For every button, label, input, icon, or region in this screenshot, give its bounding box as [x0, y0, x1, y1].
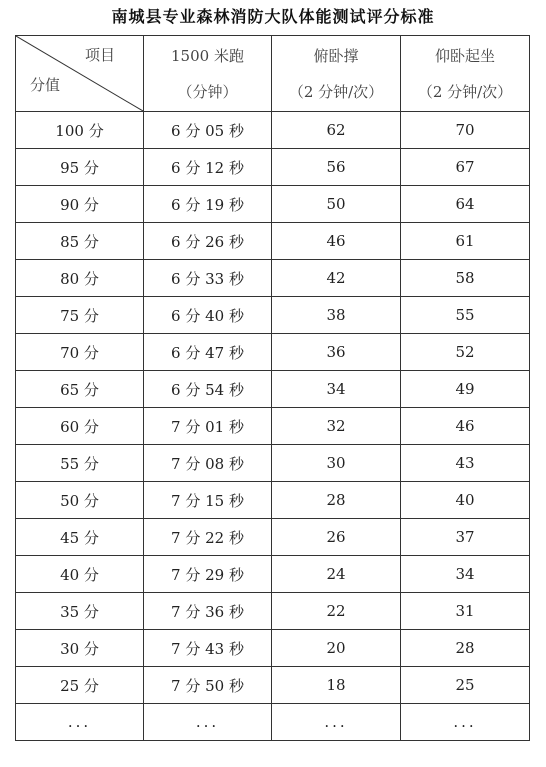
table-row [16, 704, 530, 741]
situp-cell: 46 [401, 408, 530, 445]
table-row [16, 445, 530, 482]
header-run-name: 1500 米跑 [171, 46, 244, 65]
table-row [16, 556, 530, 593]
table-row [16, 112, 530, 149]
run-time-cell: 7 分 01 秒 [144, 408, 272, 445]
header-score-label: 分值 [30, 76, 61, 94]
situp-cell: 49 [401, 371, 530, 408]
diagonal-header-cell [16, 36, 144, 112]
header-run-unit: （分钟） [177, 82, 238, 101]
situp-cell: 70 [401, 112, 530, 149]
situp-cell: 64 [401, 186, 530, 223]
table-row [16, 223, 530, 260]
run-time-cell: 7 分 29 秒 [144, 556, 272, 593]
pushup-cell: 56 [272, 149, 401, 186]
run-time-cell: ... [144, 704, 272, 741]
pushup-cell: 50 [272, 186, 401, 223]
table-row [16, 260, 530, 297]
score-cell: 30 分 [16, 630, 144, 667]
score-cell: 70 分 [16, 334, 144, 371]
run-time-cell: 6 分 26 秒 [144, 223, 272, 260]
score-cell: 85 分 [16, 223, 144, 260]
score-cell: 80 分 [16, 260, 144, 297]
pushup-cell: 62 [272, 112, 401, 149]
pushup-cell: 20 [272, 630, 401, 667]
situp-cell: ... [401, 704, 530, 741]
pushup-cell: 30 [272, 445, 401, 482]
situp-cell: 25 [401, 667, 530, 704]
situp-cell: 34 [401, 556, 530, 593]
scoring-table-body [16, 36, 530, 741]
scoring-table [15, 35, 530, 741]
situp-cell: 67 [401, 149, 530, 186]
header-run [144, 36, 272, 112]
score-cell: 90 分 [16, 186, 144, 223]
header-item-label: 项目 [84, 46, 115, 64]
table-row [16, 408, 530, 445]
situp-cell: 55 [401, 297, 530, 334]
run-time-cell: 6 分 05 秒 [144, 112, 272, 149]
score-cell: 95 分 [16, 149, 144, 186]
run-time-cell: 7 分 43 秒 [144, 630, 272, 667]
score-cell: 75 分 [16, 297, 144, 334]
score-cell: 65 分 [16, 371, 144, 408]
pushup-cell: 46 [272, 223, 401, 260]
score-cell: 25 分 [16, 667, 144, 704]
pushup-cell: ... [272, 704, 401, 741]
table-row [16, 297, 530, 334]
pushup-cell: 38 [272, 297, 401, 334]
situp-cell: 58 [401, 260, 530, 297]
table-row [16, 482, 530, 519]
situp-cell: 40 [401, 482, 530, 519]
header-pushup-unit: （2 分钟/次） [288, 82, 384, 101]
score-cell: ... [16, 704, 144, 741]
score-cell: 45 分 [16, 519, 144, 556]
pushup-cell: 24 [272, 556, 401, 593]
run-time-cell: 6 分 19 秒 [144, 186, 272, 223]
pushup-cell: 32 [272, 408, 401, 445]
pushup-cell: 36 [272, 334, 401, 371]
situp-cell: 52 [401, 334, 530, 371]
document-title: 南城县专业森林消防大队体能测试评分标准 [111, 7, 435, 26]
run-time-cell: 7 分 15 秒 [144, 482, 272, 519]
header-pushup-name: 俯卧撑 [313, 46, 359, 65]
table-header-row [16, 36, 530, 112]
score-cell: 55 分 [16, 445, 144, 482]
run-time-cell: 7 分 08 秒 [144, 445, 272, 482]
table-row [16, 371, 530, 408]
situp-cell: 31 [401, 593, 530, 630]
header-situp-name: 仰卧起坐 [434, 46, 495, 65]
pushup-cell: 28 [272, 482, 401, 519]
run-time-cell: 7 分 22 秒 [144, 519, 272, 556]
score-cell: 60 分 [16, 408, 144, 445]
run-time-cell: 7 分 36 秒 [144, 593, 272, 630]
table-row [16, 667, 530, 704]
pushup-cell: 26 [272, 519, 401, 556]
run-time-cell: 6 分 47 秒 [144, 334, 272, 371]
table-row [16, 186, 530, 223]
pushup-cell: 42 [272, 260, 401, 297]
score-cell: 50 分 [16, 482, 144, 519]
table-row [16, 630, 530, 667]
run-time-cell: 6 分 33 秒 [144, 260, 272, 297]
situp-cell: 28 [401, 630, 530, 667]
score-cell: 40 分 [16, 556, 144, 593]
situp-cell: 61 [401, 223, 530, 260]
pushup-cell: 18 [272, 667, 401, 704]
run-time-cell: 6 分 12 秒 [144, 149, 272, 186]
score-cell: 100 分 [16, 112, 144, 149]
run-time-cell: 6 分 54 秒 [144, 371, 272, 408]
table-row [16, 334, 530, 371]
run-time-cell: 7 分 50 秒 [144, 667, 272, 704]
header-situp [401, 36, 530, 112]
pushup-cell: 22 [272, 593, 401, 630]
score-cell: 35 分 [16, 593, 144, 630]
run-time-cell: 6 分 40 秒 [144, 297, 272, 334]
situp-cell: 43 [401, 445, 530, 482]
pushup-cell: 34 [272, 371, 401, 408]
table-row [16, 519, 530, 556]
situp-cell: 37 [401, 519, 530, 556]
table-row [16, 593, 530, 630]
table-row [16, 149, 530, 186]
header-situp-unit: （2 分钟/次） [417, 82, 513, 101]
header-pushup [272, 36, 401, 112]
